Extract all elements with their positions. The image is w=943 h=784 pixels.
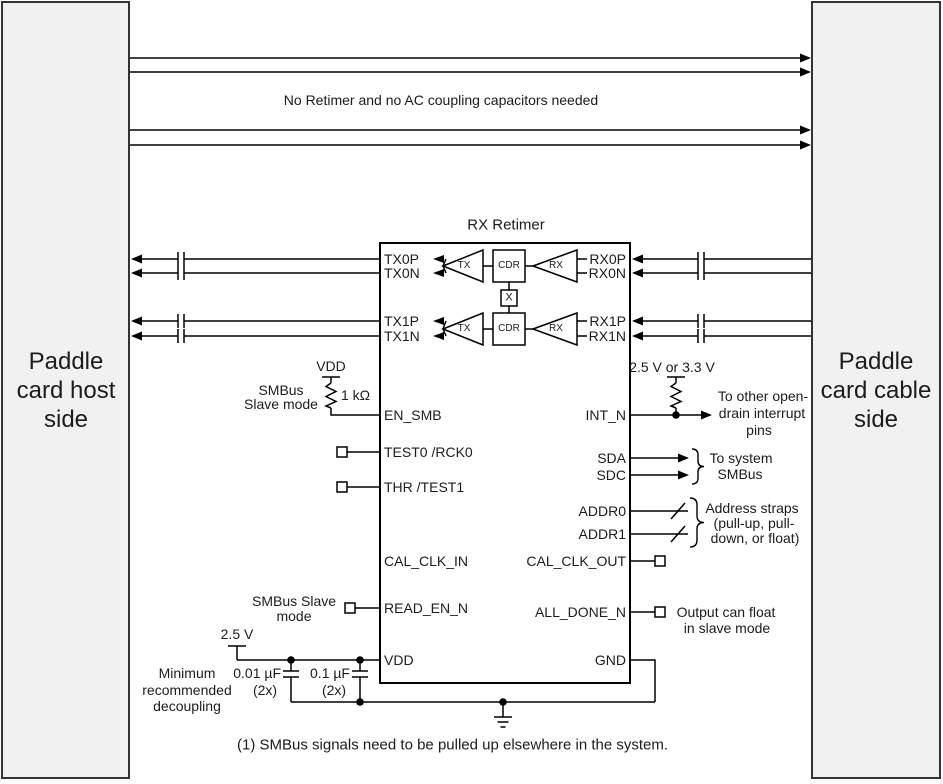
decoupling-note: Minimum — [158, 665, 216, 681]
system-smbus-note: To system — [709, 450, 773, 466]
rx0-block-label: RX — [549, 260, 563, 271]
cdr1-block-label: CDR — [498, 323, 520, 334]
pin-label-addr1: ADDR1 — [578, 526, 626, 542]
pin-label-cal-clk-out: CAL_CLK_OUT — [526, 553, 626, 569]
addr-straps-note: (pull-up, pull- — [713, 515, 795, 531]
pin-label-rx1n: RX1N — [588, 328, 626, 344]
smbus-slave-mode-note: SMBus — [258, 382, 304, 398]
host-card-label: Paddle — [28, 348, 104, 375]
tx-output-wires — [131, 252, 380, 343]
read-en-mode-note: mode — [276, 608, 312, 624]
all-done-note: in slave mode — [683, 620, 771, 636]
cal-clk-out-terminal — [630, 556, 665, 566]
int-note: To other open- — [717, 388, 809, 404]
pin-label-rx0n: RX0N — [588, 265, 626, 281]
read-en-mode-note: SMBus Slave — [251, 593, 337, 609]
all-done-note: Output can float — [676, 604, 776, 620]
pin-label-tx1n: TX1N — [384, 328, 420, 344]
thr-terminal — [337, 482, 380, 492]
pullup-resistor — [326, 383, 336, 408]
pin-label-tx1p: TX1P — [384, 313, 420, 329]
pin-label-rx0p: RX0P — [589, 251, 626, 267]
pin-label-thr: THR /TEST1 — [384, 479, 465, 495]
tx0-block-label: TX — [457, 260, 471, 271]
pin-label-vdd: VDD — [384, 652, 414, 668]
all-done-terminal — [630, 607, 665, 617]
pin-label-read-en-n: READ_EN_N — [384, 600, 469, 616]
ground-symbol — [494, 702, 512, 727]
smbus-lines — [630, 449, 704, 484]
resistor-value-label: 1 kΩ — [341, 387, 371, 403]
chip-title: RX Retimer — [467, 216, 545, 234]
supply-2v5-label: 2.5 V — [220, 626, 254, 642]
cap1-value-label: 0.01 µF — [233, 665, 281, 681]
smbus-brace — [692, 449, 704, 484]
pin-label-tx0p: TX0P — [384, 251, 420, 267]
pin-label-cal-clk-in: CAL_CLK_IN — [384, 553, 469, 569]
rx-input-wires — [632, 252, 811, 343]
smbus-slave-mode-note: Slave mode — [244, 396, 318, 412]
decoupling-note: recommended — [142, 682, 232, 698]
tx1-block-label: TX — [457, 323, 471, 334]
addr-straps-note: down, or float) — [710, 530, 800, 546]
cdr0-block-label: CDR — [498, 260, 520, 271]
host-card-label: side — [43, 406, 89, 433]
system-smbus-note: SMBus — [717, 466, 763, 482]
rx1-block-label: RX — [549, 323, 563, 334]
test0-terminal — [337, 447, 380, 457]
cable-card-label: side — [853, 406, 899, 433]
int-note: drain interrupt — [718, 405, 806, 421]
pin-label-gnd: GND — [594, 652, 626, 668]
cap2-count-label: (2x) — [321, 682, 347, 698]
int-note: pins — [746, 422, 772, 438]
cap1-count-label: (2x) — [252, 682, 278, 698]
cable-card-label: Paddle — [838, 348, 914, 375]
pin-label-rx1p: RX1P — [589, 313, 626, 329]
addr-straps-note: Address straps — [705, 500, 799, 516]
addr-straps — [630, 498, 704, 547]
pin-label-int-n: INT_N — [585, 407, 626, 423]
pin-label-test0: TEST0 /RCK0 — [384, 444, 473, 460]
decoupling-note: decoupling — [153, 698, 221, 714]
addr-brace — [690, 498, 704, 547]
int-pullup-resistor — [671, 383, 681, 408]
cable-card-label: card cable — [820, 377, 932, 404]
pin-label-addr0: ADDR0 — [578, 503, 626, 519]
footnote: (1) SMBus signals need to be pulled up elsewhere in the system. — [237, 736, 669, 754]
pin-label-all-done-n: ALL_DONE_N — [534, 604, 626, 620]
host-card-label: card host — [16, 377, 116, 404]
pin-label-en-smb: EN_SMB — [384, 407, 442, 423]
top-note: No Retimer and no AC coupling capacitors needed — [283, 92, 599, 108]
read-en-terminal — [345, 603, 380, 613]
cap2-value-label: 0.1 µF — [310, 665, 350, 681]
pin-label-sda: SDA — [597, 450, 626, 466]
pin-label-tx0n: TX0N — [384, 265, 420, 281]
pin-label-sdc: SDC — [596, 467, 626, 483]
int-supply-label: 2.5 V or 3.3 V — [629, 359, 715, 375]
gnd-wire — [630, 660, 655, 702]
int-n-network — [630, 377, 712, 420]
cross-block-label: X — [505, 291, 513, 304]
vdd-supply-label: VDD — [316, 358, 346, 374]
